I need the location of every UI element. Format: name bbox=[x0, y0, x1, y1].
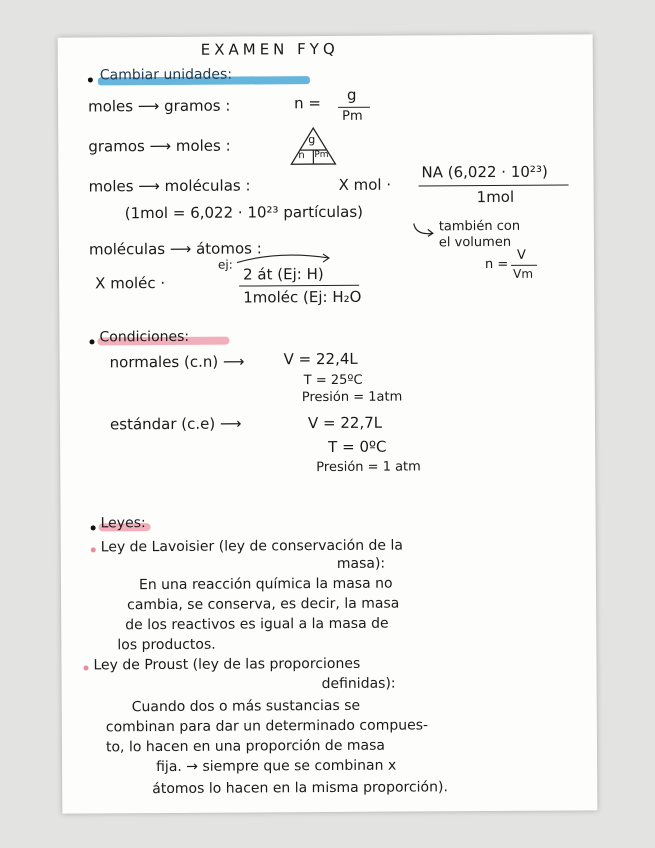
curved-arrow-icon bbox=[411, 221, 437, 239]
fraction-line bbox=[338, 107, 370, 108]
lavoisier-text-4: los productos. bbox=[117, 636, 216, 654]
gramos-moles-label: gramos ⟶ moles : bbox=[88, 136, 231, 156]
moles-moleculas-denominator: 1mol bbox=[476, 187, 515, 207]
fraction-line bbox=[239, 285, 359, 287]
moleculas-atomos-label: moléculas ⟶ átomos : bbox=[88, 239, 262, 259]
section-heading-condiciones: Condiciones: bbox=[99, 328, 190, 346]
moles-moleculas-note: (1mol = 6,022 · 10²³ partículas) bbox=[124, 202, 364, 223]
volumen-numerator: V bbox=[516, 247, 526, 263]
bullet bbox=[91, 525, 96, 530]
lavoisier-title-2: masa): bbox=[336, 555, 386, 572]
moles-gramos-denominator: Pm bbox=[342, 108, 363, 124]
normales-temperature: T = 25ºC bbox=[303, 372, 363, 389]
normales-label: normales (c.n) ⟶ bbox=[109, 352, 245, 372]
moles-moleculas-numerator: NA (6,022 · 10²³) bbox=[421, 162, 548, 182]
bullet bbox=[89, 339, 94, 344]
triangle-bottom-left: n bbox=[298, 150, 305, 162]
curved-arrow-icon bbox=[219, 250, 349, 265]
lavoisier-title-1: Ley de Lavoisier (ley de conservación de la bbox=[100, 537, 403, 556]
estandar-volume: V = 22,7L bbox=[307, 413, 383, 433]
estandar-pressure: Presión = 1 atm bbox=[316, 459, 421, 476]
lavoisier-text-2: cambia, se conserva, es decir, la masa bbox=[127, 595, 400, 614]
estandar-temperature: T = 0ºC bbox=[328, 437, 387, 456]
proust-text-1: Cuando dos o más sustancias se bbox=[131, 697, 361, 716]
bullet bbox=[83, 665, 88, 670]
tambien-line-1: también con bbox=[438, 218, 521, 235]
estandar-label: estándar (c.e) ⟶ bbox=[109, 414, 242, 434]
proust-text-2: combinan para dar un determinado compues- bbox=[105, 717, 429, 736]
lavoisier-text-1: En una reacción química la masa no bbox=[138, 575, 393, 594]
lavoisier-text-3: de los reactivos es igual a la masa de bbox=[125, 615, 389, 634]
proust-title-1: Ley de Proust (ley de las proporciones bbox=[93, 655, 361, 674]
proust-text-3: to, lo hacen en una proporción de masa bbox=[105, 737, 385, 756]
moles-gramos-label: moles ⟶ gramos : bbox=[88, 96, 231, 116]
moles-moleculas-label: moles ⟶ moléculas : bbox=[88, 176, 251, 196]
x-molec: X moléc · bbox=[95, 273, 166, 293]
proust-title-2: definidas): bbox=[321, 675, 396, 693]
moles-gramos-eq: n = bbox=[293, 94, 321, 113]
proust-text-5: átomos lo hacen en la misma proporción). bbox=[152, 779, 448, 798]
moles-gramos-numerator: g bbox=[346, 85, 357, 104]
normales-pressure: Presión = 1atm bbox=[301, 389, 403, 406]
bullet bbox=[88, 77, 93, 82]
bullet bbox=[91, 547, 96, 552]
fraction-line bbox=[419, 185, 569, 187]
ej-label: ej: bbox=[217, 257, 233, 272]
moles-moleculas-x: X mol · bbox=[338, 175, 392, 194]
tambien-line-2: el volumen bbox=[438, 234, 512, 251]
atomos-denominator: 1moléc (Ej: H₂O bbox=[243, 287, 362, 307]
atomos-numerator: 2 át (Ej: H) bbox=[243, 265, 324, 284]
triangle-bottom-right: Pm bbox=[314, 149, 329, 161]
volumen-eq: n = bbox=[484, 256, 509, 273]
triangle-top: g bbox=[308, 133, 316, 147]
normales-volume: V = 22,4L bbox=[283, 349, 358, 369]
fraction-line bbox=[511, 265, 537, 266]
notebook-page bbox=[58, 34, 598, 813]
page-title: EXAMEN FYQ bbox=[200, 39, 339, 59]
proust-text-4: fija. → siempre que se combinan x bbox=[156, 757, 397, 776]
section-heading-cambiar: Cambiar unidades: bbox=[99, 66, 233, 84]
section-heading-leyes: Leyes: bbox=[100, 515, 146, 532]
volumen-denominator: Vm bbox=[513, 266, 534, 281]
